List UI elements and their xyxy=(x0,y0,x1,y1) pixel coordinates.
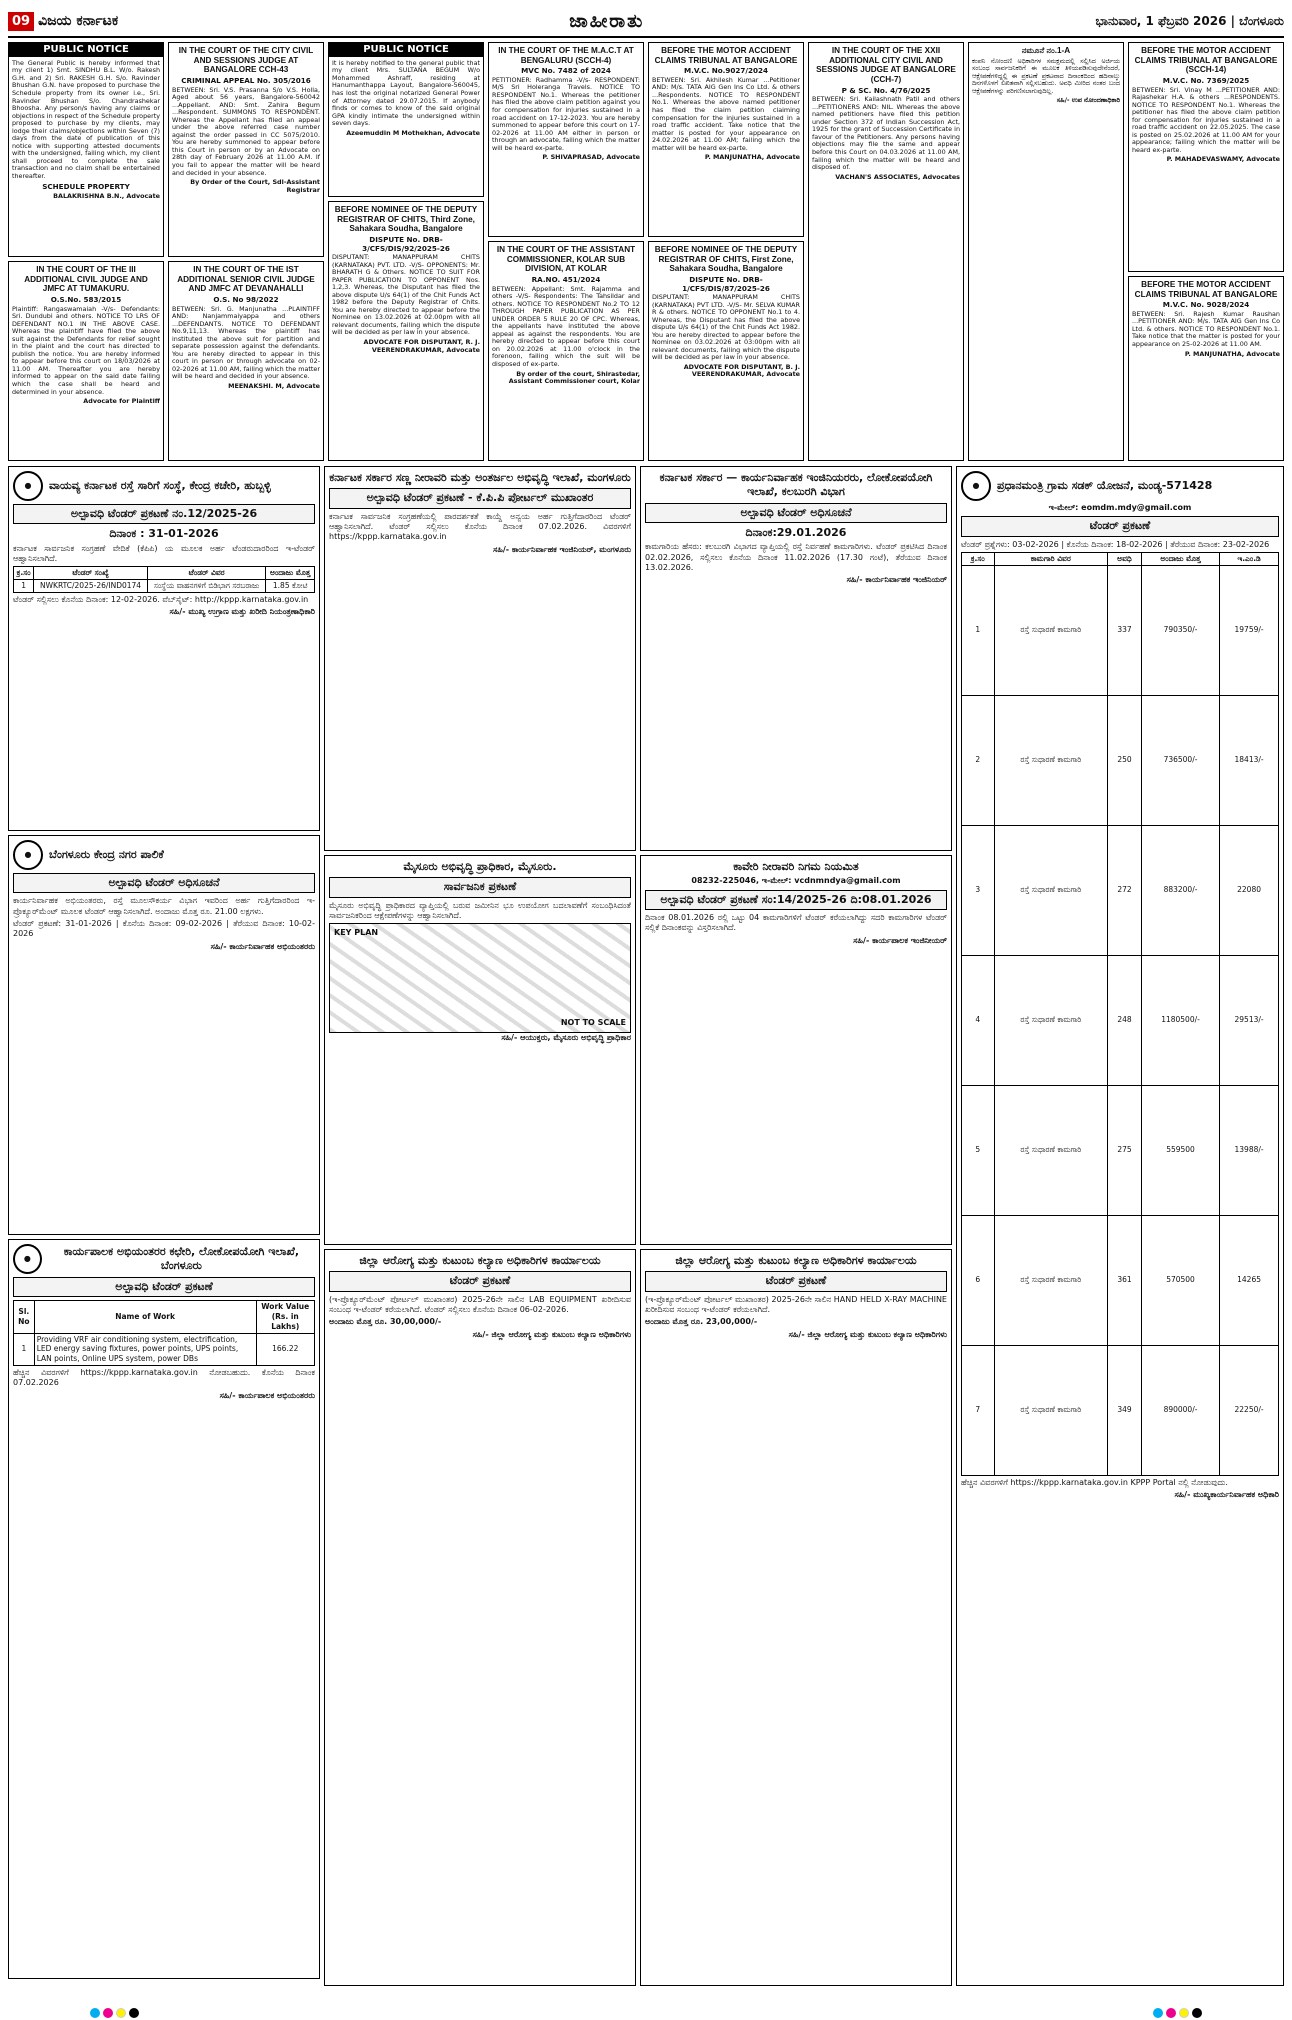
tender-amount: ಅಂದಾಜು ಮೊತ್ತ ರೂ. 23,00,000/- xyxy=(645,1317,758,1327)
notice-signature: Azeemuddin M Mothekhan, Advocate xyxy=(346,128,480,137)
tender-signature: ಸಹಿ/- ಕಾರ್ಯಪಾಲಕ ಅಭಿಯಂತರರು xyxy=(219,1390,315,1400)
notice-signature: P. SHIVAPRASAD, Advocate xyxy=(542,153,640,162)
notice-title: PUBLIC NOTICE xyxy=(9,43,163,57)
notice-signature: P. MANJUNATHA, Advocate xyxy=(1184,349,1280,358)
tender-signature: ಸಹಿ/- ಮುಖ್ಯ ಉಗ್ರಾಣ ಮತ್ತು ಖರೀದಿ ನಿಯಂತ್ರಣಾಧಿಕಾರಿ xyxy=(169,607,315,617)
notice-signature: P. MAHADEVASWAMY, Advocate xyxy=(1166,155,1280,164)
court-name: IN THE COURT OF THE CITY CIVIL AND SESSIONS JUDGE AT BANGALORE CCH-43 xyxy=(178,46,314,75)
public-notice xyxy=(328,42,484,197)
tender-banner: ಅಲ್ಪಾವಧಿ ಟೆಂಡರ್ ಅಧಿಸೂಚನೆ xyxy=(645,503,947,523)
column-5 xyxy=(648,42,804,462)
page-number: 09 xyxy=(8,12,34,31)
tender-signature: ಸಹಿ/- ಕಾರ್ಯನಿರ್ವಾಹಕ ಅಭಿಯಂತರರು xyxy=(210,941,315,951)
case-number: DISPUTE No. DRB-1/CFS/DIS/87/2025-26 xyxy=(682,275,770,293)
notice-body: The General Public is hereby informed that my client 1) Smt. SINDHU B.L. W/o. Rakesh G.H. and 2) Sri. RAKESH G.H. S/o. Ravinder Bhushan G.N. have proposed to purchase the Schedule property from its owner i.e., Sri. Ravinder Bhushan S/o. Chandrashekar Bhoosha. Any person/s having any claims or objections in respect of the Schedule property proposed to purchase by my clients, may lodge their claims/objections within Seven (7) days from the date of publication of this notice with supporting attested documents with the undersigned, failing which, my client shall proceed to complete the sale transaction and no claim shall be entertained thereafter. xyxy=(12,58,160,180)
health-dept-tender xyxy=(640,1249,952,1986)
table-row xyxy=(962,955,1279,1085)
tender-banner: ಟೆಂಡರ್ ಪ್ರಕಟಣೆ xyxy=(645,1271,947,1291)
case-number: CRIMINAL APPEAL No. 305/2016 xyxy=(181,76,311,86)
department-name: ಕರ್ನಾಟಕ ಸರ್ಕಾರ ಸಣ್ಣ ನೀರಾವರಿ ಮತ್ತು ಅಂತರ್ಜಲ ಅಭಿವೃದ್ಧಿ ಇಲಾಖೆ, ಮಂಗಳೂರು xyxy=(329,471,631,484)
court-name: IN THE COURT OF THE ASSISTANT COMMISSIONER, KOLAR SUB DIVISION, AT KOLAR xyxy=(496,245,636,274)
table-cell: ರಸ್ತೆ ಸುಧಾರಣೆ ಕಾಮಗಾರಿ xyxy=(994,955,1108,1085)
column-header: Work Value (Rs. in Lakhs) xyxy=(256,1301,315,1333)
notice-body: DISPUTANT: MANAPPURAM CHITS (KARNATAKA) PVT. LTD. -V/S- OPPONENTS: Mr. BHARATH G & Others. NOTICE TO SUIT FOR PAPER PUBLICATION TO OPPONENT Nos. 1,2,3. Whereas, the Disputant has filed the above dispute U/s 64(1) of the Chit Funds Act 1982 before the Deputy Registrar of Chits. You are hereby directed to appear before the Nominee on 13.02.2026 at 02.00pm with all relevant documents, failing which the dispute will be decided as per law in your absence. xyxy=(332,252,480,337)
court-notice xyxy=(168,261,324,461)
tender-body: ಕಾಮಗಾರಿಯ ಹೆಸರು: ಕಲಬುರಗಿ ವಿಭಾಗದ ವ್ಯಾಪ್ತಿಯಲ್ಲಿ ರಸ್ತೆ ನಿರ್ವಹಣೆ ಕಾಮಗಾರಿಗಳು. ಟೆಂಡರ್ ಪ್ರಕಟಿಸಿದ ದಿನಾಂಕ 02.02.2026, ಸಲ್ಲಿಸಲು ಕೊನೆಯ ದಿನಾಂಕ 11.02.2026 (17.30 ಗಂಟೆ), ತೆರೆಯುವ ದಿನಾಂಕ 13.02.2026. xyxy=(645,542,947,572)
court-name: BEFORE THE MOTOR ACCIDENT CLAIMS TRIBUNAL AT BANGALORE xyxy=(654,46,798,65)
tender-date: ದಿನಾಂಕ:29.01.2026 xyxy=(745,525,847,539)
department-name: ಬೆಂಗಳೂರು ಕೇಂದ್ರ ನಗರ ಪಾಲಿಕೆ xyxy=(49,847,164,861)
notice-signature: ಸಹಿ/- ಉಪ ನೋಂದಣಾಧಿಕಾರಿ xyxy=(1056,96,1120,105)
court-notice xyxy=(808,42,964,461)
notice-signature: MEENAKSHI. M, Advocate xyxy=(228,381,320,390)
notice-signature: By Order of the Court, Sdl-Assistant Registrar xyxy=(190,178,320,194)
tender-signature: ಸಹಿ/- ಜಿಲ್ಲಾ ಆರೋಗ್ಯ ಮತ್ತು ಕುಟುಂಬ ಕಲ್ಯಾಣ ಅಧಿಕಾರಿಗಳು xyxy=(788,1329,947,1339)
table-cell: 272 xyxy=(1108,825,1142,955)
tender-banner: ಅಲ್ಪಾವಧಿ ಟೆಂಡರ್ ಪ್ರಕಟಣೆ ನಂ.12/2025-26 xyxy=(13,504,315,524)
column-header: ಅಂದಾಜು ಮೊತ್ತ xyxy=(1141,553,1219,566)
table-cell: 349 xyxy=(1108,1345,1142,1475)
tender-body: ಕರ್ನಾಟಕ ಸಾರ್ವಜನಿಕ ಸಂಗ್ರಹಣೆಯಲ್ಲಿ ಪಾರದರ್ಶಕತೆ ಕಾಯ್ದೆ ಅನ್ವಯ ಅರ್ಹ ಗುತ್ತಿಗೆದಾರರಿಂದ ಟೆಂಡರ್ ಆಹ್ವಾನಿಸಲಾಗಿದೆ. ಟೆಂಡರ್ ಸಲ್ಲಿಸಲು ಕೊನೆಯ ದಿನಾಂಕ 07.02.2026. ವಿವರಗಳಿಗೆ https://kppp.karnataka.gov.in xyxy=(329,511,631,542)
notice-title: PUBLIC NOTICE xyxy=(329,43,483,57)
table-row xyxy=(14,580,315,593)
department-name: ವಾಯವ್ಯ ಕರ್ನಾಟಕ ರಸ್ತೆ ಸಾರಿಗೆ ಸಂಸ್ಥೆ, ಕೇಂದ್ರ ಕಚೇರಿ, ಹುಬ್ಬಳ್ಳಿ xyxy=(49,478,271,492)
notice-title: ನಮೂನೆ ನಂ.1-A xyxy=(1021,46,1071,55)
notice-body: BETWEEN: Sri. Rajesh Kumar Raushan ...PETITIONER AND: M/s. TATA AIG Gen Ins Co Ltd. & others. NOTICE TO RESPONDENT No.1. Take notice that the matter is posted for your appearance on 25-02-2026 at 11.00 AM. xyxy=(1132,309,1280,349)
table-cell: 1.85 ಕೋಟಿ xyxy=(266,580,315,593)
paper-name: ವಿಜಯ ಕರ್ನಾಟಕ xyxy=(38,13,119,29)
color-registration-left xyxy=(90,2008,139,2018)
tender-body: (ಇ-ಪ್ರೊಕ್ಯೂರ್‌ಮೆಂಟ್ ಪೋರ್ಟಲ್ ಮುಖಾಂತರ) 2025-26ನೇ ಸಾಲಿನ HAND HELD X-RAY MACHINE ಖರೀದಿಸುವ ಸಂಬಂಧ ಇ-ಟೆಂಡರ್ ಕರೆಯಲಾಗಿದೆ. xyxy=(645,1294,947,1314)
notice-body: Plaintiff: Rangaswamaiah -V/s- Defendants: Sri. Dundubi and others. NOTICE TO LRS OF DEFENDANT NO.1 IN THE ABOVE CASE. Whereas the plaintiff have filed the above suit against the Defendants for relief sought in the plaint and the court has directed to publish the notice. You are hereby informed to appear before this court on 18/03/2026 at 11.00 AM. Thereafter you are hereby informed to appear on the said date failing which the case shall be heard and determined in your absence. xyxy=(12,304,160,396)
tender-date: ದಿನಾಂಕ : 31-01-2026 xyxy=(109,527,219,541)
table-cell: 570500 xyxy=(1141,1215,1219,1345)
court-name: IN THE COURT OF THE M.A.C.T AT BENGALURU (SCCH-4) xyxy=(498,46,634,65)
table-cell: 790350/- xyxy=(1141,565,1219,695)
key-plan-map xyxy=(329,923,631,1033)
tender-signature: ಸಹಿ/- ಕಾರ್ಯಪಾಲಕ ಇಂಜಿನೀಯರ್ xyxy=(853,935,947,945)
tender-column-3 xyxy=(640,466,952,1986)
court-notice xyxy=(8,261,164,461)
tender-banner: ಅಲ್ಪಾವಧಿ ಟೆಂಡರ್ ಪ್ರಕಟಣೆ ಸಂ:14/2025-26 ದಿ:08.01.2026 xyxy=(645,890,947,910)
column-header: ಕ್ರ.ಸಂ xyxy=(14,567,34,580)
department-name: ಮೈಸೂರು ಅಭಿವೃದ್ಧಿ ಪ್ರಾಧಿಕಾರ, ಮೈಸೂರು. xyxy=(403,860,557,873)
column-8 xyxy=(1128,42,1284,462)
table-cell: ರಸ್ತೆ ಸುಧಾರಣೆ ಕಾಮಗಾರಿ xyxy=(994,825,1108,955)
tender-banner: ಟೆಂಡರ್ ಪ್ರಕಟಣೆ xyxy=(961,516,1279,536)
court-name: BEFORE THE MOTOR ACCIDENT CLAIMS TRIBUNAL AT BANGALORE (SCCH-14) xyxy=(1134,46,1278,75)
tender-banner: ಅಲ್ಪಾವಧಿ ಟೆಂಡರ್ ಅಧಿಸೂಚನೆ xyxy=(13,873,315,893)
table-cell: 14265 xyxy=(1220,1215,1279,1345)
yellow-dot xyxy=(1179,2008,1189,2018)
tender-column-2 xyxy=(324,466,636,1986)
tender-signature: ಸಹಿ/- ಕಾರ್ಯನಿರ್ವಾಹಕ ಇಂಜಿನಿಯರ್, ಮಂಗಳೂರು xyxy=(493,544,631,554)
cyan-dot xyxy=(90,2008,100,2018)
tender-signature: ಸಹಿ/- ಮುಖ್ಯಕಾರ್ಯನಿರ್ವಾಹಕ ಅಧಿಕಾರಿ xyxy=(1174,1490,1279,1500)
table-cell: ರಸ್ತೆ ಸುಧಾರಣೆ ಕಾಮಗಾರಿ xyxy=(994,1215,1108,1345)
court-notice xyxy=(488,42,644,237)
table-cell: ರಸ್ತೆ ಸುಧಾರಣೆ ಕಾಮಗಾರಿ xyxy=(994,1345,1108,1475)
column-7 xyxy=(968,42,1124,462)
tender-body: (ಇ-ಪ್ರೊಕ್ಯೂರ್‌ಮೆಂಟ್ ಪೋರ್ಟಲ್ ಮುಖಾಂತರ) 2025-26ನೇ ಸಾಲಿನ LAB EQUIPMENT ಖರೀದಿಸುವ ಸಂಬಂಧ ಇ-ಟೆಂಡರ್ ಕರೆಯಲಾಗಿದೆ. ಟೆಂಡರ್ ಸಲ್ಲಿಸಲು ಕೊನೆಯ ದಿನಾಂಕ 06-02-2026. xyxy=(329,1294,631,1314)
notice-body: BETWEEN: Sri. Kailashnath Patil and others ...PETITIONERS AND: NIL. Whereas the above named petitioners have filed this petition under Section 372 of Indian Succession Act, 1925 for the grant of Succession Certificate in favour of the Petitioners. Any persons having objections may file the same and appear before this Court on 04.03.2026 at 11.00 AM, failing which the matter will be heard and disposed of. xyxy=(812,95,960,172)
court-notice xyxy=(168,42,324,257)
table-cell: 13988/- xyxy=(1220,1085,1279,1215)
table-cell: 5 xyxy=(962,1085,995,1215)
notice-body: BETWEEN: Appellant: Smt. Rajamma and others -V/S- Respondents: The Tahsildar and others. NOTICE TO RESPONDENT No.2 TO 12 THROUGH PAPER PUBLICATION AS PER UNDER ORDER 5 RULE 20 OF CPC. Whereas, the appellants have instituted the above appeal as against the respondents. You are hereby directed to appear before this court on 20.02.2026 at 11.00 o'clock in the forenoon, failing which the suit will be disposed of ex-parte. xyxy=(492,284,640,368)
table-row xyxy=(962,1215,1279,1345)
column-header: ಕ್ರ.ಸಂ xyxy=(962,553,995,566)
notice-body: BETWEEN: Sri. Akhilesh Kumar ...Petitioner AND: M/s. TATA AIG Gen Ins Co Ltd. & others ...Respondents. NOTICE TO RESPONDENT No.1. Whereas the above named petitioner has filed the claim petition claiming compensation for the injuries sustained in a road traffic accident. Take notice that the matter is posted for your appearance on 24.02.2026 at 11.00 AM; failing which the matter will be heard ex-parte. xyxy=(652,75,800,152)
table-row xyxy=(14,1333,315,1365)
court-notice xyxy=(1128,42,1284,272)
tender-signature: ಸಹಿ/- ಜಿಲ್ಲಾ ಆರೋಗ್ಯ ಮತ್ತು ಕುಟುಂಬ ಕಲ್ಯಾಣ ಅಧಿಕಾರಿಗಳು xyxy=(472,1329,631,1339)
table-cell: 4 xyxy=(962,955,995,1085)
schedule-heading: SCHEDULE PROPERTY xyxy=(42,181,130,191)
case-number: M.V.C. No. 7369/2025 xyxy=(1162,76,1250,86)
table-cell: 883200/- xyxy=(1141,825,1219,955)
contact-email: ಇ-ಮೇಲ್: eomdm.mdy@gmail.com xyxy=(1048,503,1192,512)
table-cell: 7 xyxy=(962,1345,995,1475)
tender-table xyxy=(961,552,1279,1476)
notice-body: It is hereby notified to the general public that my client Mrs. SULTANA BEGUM W/o Mohammed Ashraff, residing at Hanumanthappa Layout, Bangalore-560045, has lost the original notarized General Power of Attorney dated 29.07.2015. If anybody finds or comes to know of the said original GPA kindly intimate the undersigned within seven days. xyxy=(332,58,480,128)
court-name: IN THE COURT OF THE IST ADDITIONAL SENIOR CIVIL JUDGE AND JMFC AT DEVANAHALLI xyxy=(177,265,315,294)
table-cell: 3 xyxy=(962,825,995,955)
column-header: Sl. No xyxy=(14,1301,35,1333)
column-header: ಟೆಂಡರ್ ಸಂಖ್ಯೆ xyxy=(34,567,148,580)
color-registration-right xyxy=(1153,2008,1202,2018)
pwd-kalaburagi-tender xyxy=(640,466,952,851)
public-notice xyxy=(8,42,164,257)
tender-body: ಕಾರ್ಯನಿರ್ವಾಹಕ ಅಭಿಯಂತರರು, ರಸ್ತೆ ಮೂಲಸೌಕರ್ಯ ವಿಭಾಗ ಇವರಿಂದ ಅರ್ಹ ಗುತ್ತಿಗೆದಾರರಿಂದ ಇ-ಪ್ರೊಕ್ಯೂರ್‌ಮೆಂಟ್ ಮೂಲಕ ಟೆಂಡರ್ ಆಹ್ವಾನಿಸಲಾಗಿದೆ. ಅಂದಾಜು ಮೊತ್ತ ರೂ. 21.00 ಲಕ್ಷಗಳು. xyxy=(13,896,315,916)
tender-banner: ಟೆಂಡರ್ ಪ್ರಕಟಣೆ xyxy=(329,1271,631,1291)
health-dept-tender xyxy=(324,1249,636,1986)
magenta-dot xyxy=(103,2008,113,2018)
tender-dates: ಟೆಂಡರ್ ಪ್ರಕಟಣೆ: 31-01-2026 | ಕೊನೆಯ ದಿನಾಂಕ: 09-02-2026 | ತೆರೆಯುವ ದಿನಾಂಕ: 10-02-2026 xyxy=(13,919,315,939)
column-header: ಅಂದಾಜು ಮೊತ್ತ xyxy=(266,567,315,580)
table-cell: 2 xyxy=(962,695,995,825)
table-row xyxy=(962,565,1279,695)
table-cell: NWKRTC/2025-26/IND0174 xyxy=(34,580,148,593)
tender-table xyxy=(13,566,315,593)
masthead xyxy=(8,6,1284,38)
table-row xyxy=(962,695,1279,825)
notice-body: ಕಂಪನಿ ನೋಂದಣಿ ಅಧಿಕಾರಿಗಳ ಸಮಕ್ಷಮದಲ್ಲಿ ಸಲ್ಲಿಸಿದ ಅರ್ಜಿಯ ಸಂಬಂಧ ಸಾರ್ವಜನಿಕರಿಗೆ ಈ ಮೂಲಕ ತಿಳಿಯಪಡಿಸುವುದೇನೆಂದರೆ, ಆಕ್ಷೇಪಣೆಗಳಿದ್ದಲ್ಲಿ ಈ ಪ್ರಕಟಣೆ ಪ್ರಕಟವಾದ ದಿನಾಂಕದಿಂದ ಹದಿನಾಲ್ಕು ದಿನಗಳೊಳಗೆ ಲಿಖಿತವಾಗಿ ಸಲ್ಲಿಸಬಹುದು. ಅವಧಿ ಮೀರಿದ ನಂತರ ಬಂದ ಆಕ್ಷೇಪಣೆಗಳನ್ನು ಪರಿಗಣಿಸಲಾಗುವುದಿಲ್ಲ. xyxy=(972,56,1120,95)
notice-body: BETWEEN: Sri. Vinay M ...PETITIONER AND: Rajashekar H.A. & others ...RESPONDENTS. NOTICE TO RESPONDENT No.1. Whereas the petitioner has filed the above claim petition for compensation for injuries sustained in a road traffic accident on 22.05.2025. The case is posted on 25.02.2026 at 11.00 AM for your appearance; failing which the matter will be heard ex-parte. xyxy=(1132,85,1280,154)
chit-dispute-notice xyxy=(328,201,484,461)
table-cell: 29513/- xyxy=(1220,955,1279,1085)
table-cell: 1 xyxy=(14,580,34,593)
tender-body: ಮೈಸೂರು ಅಭಿವೃದ್ಧಿ ಪ್ರಾಧಿಕಾರದ ವ್ಯಾಪ್ತಿಯಲ್ಲಿ ಬರುವ ಜಮೀನಿನ ಭೂ ಉಪಯೋಗ ಬದಲಾವಣೆಗೆ ಸಂಬಂಧಿಸಿದಂತೆ ಸಾರ್ವಜನಿಕರಿಂದ ಆಕ್ಷೇಪಣೆಗಳನ್ನು ಆಹ್ವಾನಿಸಲಾಗಿದೆ. xyxy=(329,900,631,920)
table-cell: ರಸ್ತೆ ಸುಧಾರಣೆ ಕಾಮಗಾರಿ xyxy=(994,1085,1108,1215)
court-name: BEFORE NOMINEE OF THE DEPUTY REGISTRAR OF CHITS, First Zone, Sahakara Soudha, Bangalore xyxy=(654,245,798,274)
table-cell: 22250/- xyxy=(1220,1345,1279,1475)
table-cell: 275 xyxy=(1108,1085,1142,1215)
notice-body: BETWEEN: Sri. G. Manjunatha ...PLAINTIFF AND: Nanjammaiyappa and others ...DEFENDANTS. NOTICE TO DEFENDANT No.9,11,13. Whereas the plaintiff has instituted the above suit for partition and separate possession against the defendants. You are hereby directed to appear in this court in person or through advocate on 02-02-2026 at 11.00 AM, failing which the matter will be heard and decided in your absence. xyxy=(172,304,320,381)
tender-banner: ಸಾರ್ವಜನಿಕ ಪ್ರಕಟಣೆ xyxy=(329,877,631,897)
column-header: ಟೆಂಡರ್ ವಿವರ xyxy=(147,567,265,580)
nwkrtc-tender xyxy=(8,466,320,831)
tender-table xyxy=(13,1300,315,1366)
department-name: ಕಾರ್ಯಪಾಲಕ ಅಭಿಯಂತರರ ಕಛೇರಿ, ಲೋಕೋಪಯೋಗಿ ಇಲಾಖೆ, ಬೆಂಗಳೂರು xyxy=(63,1244,300,1272)
case-number: MVC No. 7482 of 2024 xyxy=(521,66,611,76)
case-number: P & SC. No. 4/76/2025 xyxy=(841,85,931,95)
case-number: DISPUTE No. DRB-3/CFS/DIS/92/2025-26 xyxy=(362,235,450,253)
minor-irrigation-tender xyxy=(324,466,636,851)
notice-signature: BALAKRISHNA B.N., Advocate xyxy=(53,192,160,201)
muda-notice xyxy=(324,855,636,1245)
table-cell: 250 xyxy=(1108,695,1142,825)
court-name: BEFORE NOMINEE OF THE DEPUTY REGISTRAR OF CHITS, Third Zone, Sahakara Soudha, Bangalore xyxy=(334,205,478,234)
black-dot xyxy=(129,2008,139,2018)
table-cell: 166.22 xyxy=(256,1333,315,1365)
table-cell: ರಸ್ತೆ ಸುಧಾರಣೆ ಕಾಮಗಾರಿ xyxy=(994,565,1108,695)
case-number: O.S.No. 583/2015 xyxy=(50,295,122,305)
tender-amount: ಅಂದಾಜು ಮೊತ್ತ ರೂ. 30,00,000/- xyxy=(329,1317,442,1327)
chit-dispute-notice xyxy=(648,241,804,461)
bbmp-tender xyxy=(8,835,320,1235)
table-cell: ಸಂಸ್ಥೆಯ ವಾಹನಗಳಿಗೆ ಬಿಡಿಭಾಗ ಸರಬರಾಜು xyxy=(147,580,265,593)
department-name: ಕರ್ನಾಟಕ ಸರ್ಕಾರ — ಕಾರ್ಯನಿರ್ವಾಹಕ ಇಂಜಿನಿಯರರು, ಲೋಕೋಪಯೋಗಿ ಇಲಾಖೆ, ಕಲಬುರಗಿ ವಿಭಾಗ xyxy=(659,471,933,499)
court-name: BEFORE THE MOTOR ACCIDENT CLAIMS TRIBUNAL AT BANGALORE xyxy=(1134,280,1278,299)
tender-body: ದಿನಾಂಕ 08.01.2026 ರಲ್ಲಿ ಒಟ್ಟು 04 ಕಾಮಗಾರಿಗಳಿಗೆ ಟೆಂಡರ್ ಕರೆಯಲಾಗಿದ್ದು ಸದರಿ ಕಾಮಗಾರಿಗಳ ಟೆಂಡರ್ ಸಲ್ಲಿಕೆ ದಿನಾಂಕವನ್ನು ವಿಸ್ತರಿಸಲಾಗಿದೆ. xyxy=(645,912,947,933)
tender-column-1 xyxy=(8,466,320,1986)
notice-signature: ADVOCATE FOR DISPUTANT, R. J. VEERENDRAKUMAR, Advocate xyxy=(363,338,480,354)
table-row xyxy=(962,825,1279,955)
emblem-icon: ● xyxy=(13,1244,42,1274)
column-header: ಅವಧಿ xyxy=(1108,553,1142,566)
magenta-dot xyxy=(1166,2008,1176,2018)
notice-body: PETITIONER: Radhamma -V/s- RESPONDENT: M/S Sri Holeranga Travels. NOTICE TO RESPONDENT No.1. Whereas the petitioner has filed the above claim petition against you for compensation for injuries sustained in a road accident on 17-12-2023. You are hereby summoned to appear before this court on 17-02-2026 at 11.00 AM either in person or through an advocate, failing which the matter will be heard ex-parte. xyxy=(492,75,640,152)
notice-signature: ADVOCATE FOR DISPUTANT, B. J. VEERENDRAKUMAR, Advocate xyxy=(683,362,800,379)
notice-grid xyxy=(8,42,1284,462)
department-name: ಕಾವೇರಿ ನೀರಾವರಿ ನಿಗಮ ನಿಯಮಿತ xyxy=(733,860,859,873)
cyan-dot xyxy=(1153,2008,1163,2018)
table-cell: Providing VRF air conditioning system, electrification, LED energy saving fixtures, power points, UPS points, LAN points, Online UPS system, power DBs xyxy=(34,1333,256,1365)
column-2 xyxy=(168,42,324,462)
section-title: ಜಾಹೀರಾತು xyxy=(569,10,645,32)
column-header: ಇ.ಎಂ.ಡಿ xyxy=(1220,553,1279,566)
tender-signature: ಸಹಿ/- ಆಯುಕ್ತರು, ಮೈಸೂರು ಅಭಿವೃದ್ಧಿ ಪ್ರಾಧಿಕಾರ xyxy=(501,1033,631,1043)
tender-footer: ಟೆಂಡರ್ ಸಲ್ಲಿಸಲು ಕೊನೆಯ ದಿನಾಂಕ: 12-02-2026. ವೆಬ್‌ಸೈಟ್: http://kppp.karnataka.gov.in xyxy=(13,594,309,604)
tender-header xyxy=(13,1244,315,1274)
column-1 xyxy=(8,42,164,462)
table-cell: 22080 xyxy=(1220,825,1279,955)
table-row xyxy=(962,1085,1279,1215)
table-cell: 18413/- xyxy=(1220,695,1279,825)
column-header: ಕಾಮಗಾರಿ ವಿವರ xyxy=(994,553,1108,566)
column-3 xyxy=(328,42,484,462)
brand xyxy=(8,12,118,31)
table-cell: ರಸ್ತೆ ಸುಧಾರಣೆ ಕಾಮಗಾರಿ xyxy=(994,695,1108,825)
notice-signature: VACHAN'S ASSOCIATES, Advocates xyxy=(835,172,960,181)
emblem-icon: ● xyxy=(13,471,43,501)
tender-header xyxy=(961,471,1279,501)
table-cell: 6 xyxy=(962,1215,995,1345)
table-cell: 361 xyxy=(1108,1215,1142,1345)
black-dot xyxy=(1192,2008,1202,2018)
cauvery-tender xyxy=(640,855,952,1245)
court-name: IN THE COURT OF THE XXII ADDITIONAL CITY CIVIL AND SESSIONS JUDGE AT BANGALORE (CCH-7) xyxy=(816,46,956,85)
case-number: M.V.C. No. 9028/2024 xyxy=(1162,300,1250,310)
table-cell: 1 xyxy=(14,1333,35,1365)
tender-footer: ಹೆಚ್ಚಿನ ವಿವರಗಳಿಗೆ https://kppp.karnataka.gov.in ನೋಡಬಹುದು. ಕೊನೆಯ ದಿನಾಂಕ 07.02.2026 xyxy=(13,1367,315,1388)
column-header: Name of Work xyxy=(34,1301,256,1333)
column-6 xyxy=(808,42,964,462)
tender-footer: ಹೆಚ್ಚಿನ ವಿವರಗಳಿಗೆ https://kppp.karnataka.gov.in KPPP Portal ನಲ್ಲಿ ನೋಡುವುದು. xyxy=(961,1477,1228,1487)
emblem-icon: ● xyxy=(13,840,43,870)
pmgsy-tender xyxy=(956,466,1284,1986)
contact-info: 08232-225046, ಇ-ಮೇಲ್: vcdnmndya@gmail.com xyxy=(691,876,901,886)
table-cell: 1 xyxy=(962,565,995,695)
dateline: ಭಾನುವಾರ, 1 ಫೆಬ್ರವರಿ 2026 | ಬೆಂಗಳೂರು xyxy=(1095,13,1284,28)
company-notice xyxy=(968,42,1124,461)
tender-header xyxy=(13,840,315,870)
table-cell: 559500 xyxy=(1141,1085,1219,1215)
department-name: ಜಿಲ್ಲಾ ಆರೋಗ್ಯ ಮತ್ತು ಕುಟುಂಬ ಕಲ್ಯಾಣ ಅಧಿಕಾರಿಗಳ ಕಾರ್ಯಾಲಯ xyxy=(675,1254,917,1267)
tender-header xyxy=(13,471,315,501)
court-notice xyxy=(1128,276,1284,461)
tender-banner: ಅಲ್ಪಾವಧಿ ಟೆಂಡರ್ ಪ್ರಕಟಣೆ - ಕೆ.ಪಿ.ಪಿ ಪೋರ್ಟಲ್ ಮುಖಾಂತರ xyxy=(329,488,631,508)
map-label: KEY PLAN xyxy=(334,928,379,938)
notice-body: BETWEEN: Sri. V.S. Prasanna S/o V.S. Holla, Aged about 56 years, Bangalore-560042 ...Appellant. AND: Smt. Zahira Begum ...Respondent. SUMMONS TO RESPONDENT. Whereas the Appellant has filed an appeal under the above referred case number against the order passed in CC 5075/2010. You are hereby summoned to appear before this Court in person or by an Advocate on 28th day of February 2026 at 11.00 A.M. If you fail to appear the matter will be heard and decided in your absence. xyxy=(172,85,320,177)
notice-body: DISPUTANT: MANAPPURAM CHITS (KARNATAKA) PVT LTD. -V/S- Mr. SELVA KUMAR R & others. NOTICE TO OPPONENT No.1 to 4. Whereas, the Disputant has filed the above dispute U/s 64(1) of the Chit Funds Act 1982. You are hereby directed to appear before the Nominee on 03.02.2026 at 03:00pm with all relevant documents, failing which the dispute will be decided as per law in your absence. xyxy=(652,292,800,362)
court-notice xyxy=(488,241,644,461)
tender-signature: ಸಹಿ/- ಕಾರ್ಯನಿರ್ವಾಹಕ ಇಂಜಿನಿಯರ್ xyxy=(846,575,947,585)
emblem-icon: ● xyxy=(961,471,991,501)
case-number: M.V.C. No.9027/2024 xyxy=(683,66,769,76)
case-number: O.S. No 98/2022 xyxy=(213,295,279,305)
tender-grid xyxy=(8,466,1284,1986)
notice-signature: Advocate for Plaintiff xyxy=(83,397,160,406)
court-name: IN THE COURT OF THE III ADDITIONAL CIVIL JUDGE AND JMFC AT TUMAKURU. xyxy=(24,265,148,294)
column-4 xyxy=(488,42,644,462)
notice-signature: P. MANJUNATHA, Advocate xyxy=(704,153,800,162)
table-row xyxy=(962,1345,1279,1475)
court-notice xyxy=(648,42,804,237)
yellow-dot xyxy=(116,2008,126,2018)
registration-marks xyxy=(0,2008,1292,2018)
table-cell: 1180500/- xyxy=(1141,955,1219,1085)
tender-column-4 xyxy=(956,466,1284,1986)
notice-signature: By order of the court, Shirastedar, Assistant Commissioner court, Kolar xyxy=(508,369,640,386)
table-cell: 337 xyxy=(1108,565,1142,695)
table-cell: 19759/- xyxy=(1220,565,1279,695)
case-number: RA.NO. 451/2024 xyxy=(531,275,601,285)
map-scale-label: NOT TO SCALE xyxy=(560,1017,626,1027)
tender-banner: ಅಲ್ಪಾವಧಿ ಟೆಂಡರ್ ಪ್ರಕಟಣೆ xyxy=(13,1277,315,1297)
pwd-tender xyxy=(8,1239,320,1979)
tender-dates: ಟೆಂಡರ್ ಪ್ರಶ್ನೆಗಳು: 03-02-2026 | ಕೊನೆಯ ದಿನಾಂಕ: 18-02-2026 | ತೆರೆಯುವ ದಿನಾಂಕ: 23-02-2026 xyxy=(961,539,1270,549)
table-cell: 890000/- xyxy=(1141,1345,1219,1475)
table-cell: 248 xyxy=(1108,955,1142,1085)
table-cell: 736500/- xyxy=(1141,695,1219,825)
department-name: ಪ್ರಧಾನಮಂತ್ರಿ ಗ್ರಾಮ ಸಡಕ್ ಯೋಜನೆ, ಮಂಡ್ಯ-571428 xyxy=(997,478,1213,492)
tender-body: ಕರ್ನಾಟಕ ಸಾರ್ವಜನಿಕ ಸಂಗ್ರಹಣೆ ವೇದಿಕೆ (ಕೆಪಿಪಿ) ಯ ಮೂಲಕ ಅರ್ಹ ಟೆಂಡರುದಾರರಿಂದ ಇ-ಟೆಂಡರ್ ಆಹ್ವಾನಿಸಲಾಗಿದೆ. xyxy=(13,543,315,563)
department-name: ಜಿಲ್ಲಾ ಆರೋಗ್ಯ ಮತ್ತು ಕುಟುಂಬ ಕಲ್ಯಾಣ ಅಧಿಕಾರಿಗಳ ಕಾರ್ಯಾಲಯ xyxy=(359,1254,601,1267)
